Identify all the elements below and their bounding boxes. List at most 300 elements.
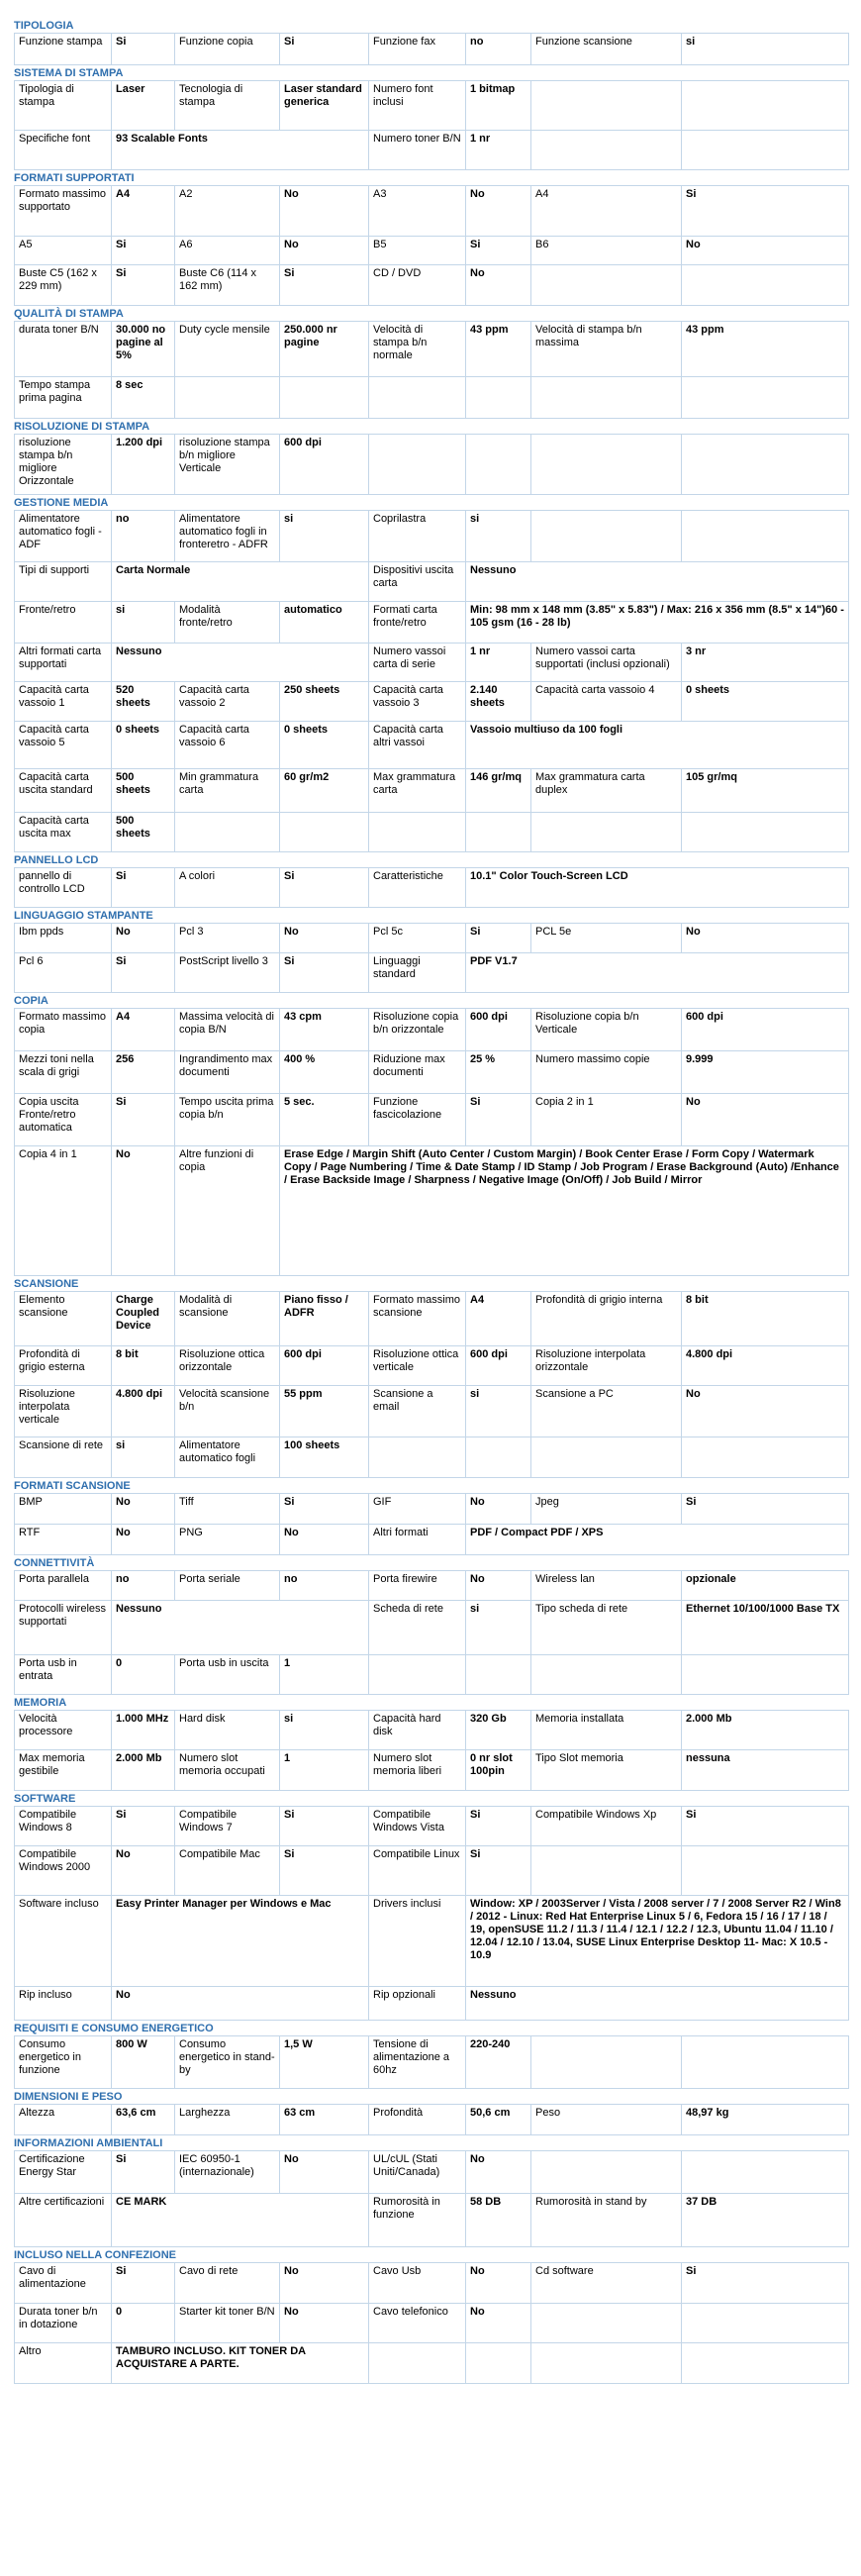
spec-table	[14, 1493, 849, 1555]
table-row	[15, 1807, 849, 1846]
spec-label: risoluzione stampa b/n migliore Orizzontale	[15, 435, 112, 495]
spec-label: Risoluzione ottica verticale	[369, 1346, 466, 1386]
spec-value	[682, 813, 849, 852]
spec-value: 1 nr	[466, 644, 531, 682]
spec-value: Si	[682, 1807, 849, 1846]
spec-value: No	[466, 1571, 531, 1601]
spec-table	[14, 1570, 849, 1695]
spec-value: Si	[466, 237, 531, 265]
spec-value: Si	[466, 1846, 531, 1896]
spec-label: IEC 60950-1 (internazionale)	[175, 2151, 280, 2194]
spec-label: A2	[175, 186, 280, 237]
spec-value	[682, 2036, 849, 2089]
spec-label	[175, 377, 280, 419]
spec-value: Si	[112, 1807, 175, 1846]
spec-value: Si	[280, 868, 369, 908]
spec-label	[369, 2343, 466, 2384]
spec-label: Larghezza	[175, 2105, 280, 2135]
spec-value: No	[466, 1494, 531, 1525]
spec-value: Si	[112, 868, 175, 908]
spec-label: Tecnologia di stampa	[175, 81, 280, 131]
spec-value: No	[682, 1094, 849, 1146]
spec-label: Tipi di supporti	[15, 562, 112, 602]
section-title: RISOLUZIONE DI STAMPA	[14, 421, 150, 433]
spec-table	[14, 1008, 849, 1276]
spec-value: 1,5 W	[280, 2036, 369, 2089]
spec-value: Window: XP / 2003Server / Vista / 2008 server / 7 / 2008 Server R2 / Win8 / 2012 - Linux: Red Hat Enterprise Linux 5 / 6, Fedora 15 / 16 / 17 / 18 / 19, openSUSE 11.2 / 11.3 / 11.4 / 12.1 / 12.2 / 12.3, Ubuntu 11.04 / 11.10 / 12.04 / 12.10 / 13.04, SUSE Linux Enterprise Desktop 11- Mac: X 10.5 - 10.9	[466, 1896, 849, 1987]
spec-value: 0 sheets	[682, 682, 849, 722]
spec-label: Capacità carta vassoio 4	[531, 682, 682, 722]
spec-value	[682, 2304, 849, 2343]
spec-value: 8 bit	[682, 1292, 849, 1346]
spec-value: si	[112, 1437, 175, 1478]
table-row	[15, 953, 849, 993]
spec-value: Si	[466, 1807, 531, 1846]
spec-value: 500 sheets	[112, 813, 175, 852]
spec-value: PDF / Compact PDF / XPS	[466, 1525, 849, 1555]
spec-value: 600 dpi	[280, 435, 369, 495]
spec-label: Tipo scheda di rete	[531, 1601, 682, 1655]
spec-label: RTF	[15, 1525, 112, 1555]
table-row	[15, 322, 849, 377]
table-row	[15, 1094, 849, 1146]
spec-value: Si	[112, 2263, 175, 2304]
spec-table	[14, 923, 849, 993]
spec-label: Peso	[531, 2105, 682, 2135]
spec-label: Memoria installata	[531, 1711, 682, 1750]
spec-label: Porta usb in uscita	[175, 1655, 280, 1695]
table-row	[15, 2151, 849, 2194]
spec-label: Cd software	[531, 2263, 682, 2304]
spec-label: Specifiche font	[15, 131, 112, 170]
spec-value: TAMBURO INCLUSO. KIT TONER DA ACQUISTARE A PARTE.	[112, 2343, 369, 2384]
spec-table	[14, 867, 849, 908]
spec-label: Numero font inclusi	[369, 81, 466, 131]
spec-label: Altre certificazioni	[15, 2194, 112, 2247]
spec-label: Max memoria gestibile	[15, 1750, 112, 1791]
spec-label: Risoluzione copia b/n orizzontale	[369, 1009, 466, 1051]
spec-label: Copia 4 in 1	[15, 1146, 112, 1276]
spec-value	[466, 435, 531, 495]
spec-value: Vassoio multiuso da 100 fogli	[466, 722, 849, 769]
spec-label: Cavo Usb	[369, 2263, 466, 2304]
spec-value: Si	[112, 265, 175, 306]
spec-value: 37 DB	[682, 2194, 849, 2247]
spec-value: Si	[466, 1094, 531, 1146]
spec-value: Si	[280, 1846, 369, 1896]
spec-value: 256	[112, 1051, 175, 1094]
spec-value: Si	[280, 953, 369, 993]
table-row	[15, 2194, 849, 2247]
spec-value: No	[682, 924, 849, 953]
spec-label: Max grammatura carta	[369, 769, 466, 813]
spec-label: Rip opzionali	[369, 1987, 466, 2021]
spec-label: B6	[531, 237, 682, 265]
spec-label: Capacità hard disk	[369, 1711, 466, 1750]
spec-label: A3	[369, 186, 466, 237]
spec-value: 600 dpi	[466, 1346, 531, 1386]
spec-label: Protocolli wireless supportati	[15, 1601, 112, 1655]
table-row	[15, 2343, 849, 2384]
spec-value: Laser standard generica	[280, 81, 369, 131]
spec-value: 63,6 cm	[112, 2105, 175, 2135]
spec-value	[682, 2151, 849, 2194]
spec-table	[14, 1710, 849, 1791]
spec-label: Drivers inclusi	[369, 1896, 466, 1987]
spec-label: Max grammatura carta duplex	[531, 769, 682, 813]
spec-table	[14, 185, 849, 306]
table-row	[15, 186, 849, 237]
spec-label	[531, 2343, 682, 2384]
spec-label: Pcl 6	[15, 953, 112, 993]
spec-label: Tiff	[175, 1494, 280, 1525]
spec-value: 800 W	[112, 2036, 175, 2089]
spec-label	[531, 265, 682, 306]
spec-label: GIF	[369, 1494, 466, 1525]
spec-label: Software incluso	[15, 1896, 112, 1987]
spec-value: No	[682, 237, 849, 265]
spec-label: Altri formati	[369, 1525, 466, 1555]
spec-value: 100 sheets	[280, 1437, 369, 1478]
spec-value: 4.800 dpi	[682, 1346, 849, 1386]
spec-value: si	[682, 34, 849, 65]
spec-label	[531, 435, 682, 495]
spec-value: no	[466, 34, 531, 65]
spec-label: Copia 2 in 1	[531, 1094, 682, 1146]
table-row	[15, 1750, 849, 1791]
section-title: SOFTWARE	[14, 1793, 76, 1805]
spec-label: Scansione a email	[369, 1386, 466, 1437]
spec-value: No	[112, 1987, 369, 2021]
spec-value: 1 nr	[466, 131, 531, 170]
spec-label: Cavo di rete	[175, 2263, 280, 2304]
spec-value: 43 ppm	[682, 322, 849, 377]
spec-value: si	[466, 1386, 531, 1437]
table-row	[15, 722, 849, 769]
section-title: SCANSIONE	[14, 1278, 79, 1290]
spec-value: No	[280, 237, 369, 265]
spec-label: Tipo Slot memoria	[531, 1750, 682, 1791]
spec-label: Risoluzione interpolata orizzontale	[531, 1346, 682, 1386]
spec-label: Profondità di grigio interna	[531, 1292, 682, 1346]
spec-value	[466, 813, 531, 852]
spec-value: Si	[112, 953, 175, 993]
spec-label: Scansione a PC	[531, 1386, 682, 1437]
spec-value: 1	[280, 1750, 369, 1791]
spec-label	[531, 1655, 682, 1695]
spec-label: B5	[369, 237, 466, 265]
spec-label	[531, 813, 682, 852]
spec-label: Pcl 3	[175, 924, 280, 953]
spec-value: 60 gr/m2	[280, 769, 369, 813]
table-row	[15, 81, 849, 131]
spec-value: Si	[280, 1807, 369, 1846]
spec-value: 2.140 sheets	[466, 682, 531, 722]
spec-value: 10.1" Color Touch-Screen LCD	[466, 868, 849, 908]
spec-label: Tempo uscita prima copia b/n	[175, 1094, 280, 1146]
spec-value: Charge Coupled Device	[112, 1292, 175, 1346]
spec-label: Capacità carta vassoio 1	[15, 682, 112, 722]
spec-value: 1	[280, 1655, 369, 1695]
spec-label: PNG	[175, 1525, 280, 1555]
table-row	[15, 1987, 849, 2021]
spec-value	[682, 81, 849, 131]
spec-value: si	[280, 1711, 369, 1750]
table-row	[15, 644, 849, 682]
spec-label	[531, 2304, 682, 2343]
table-row	[15, 2105, 849, 2135]
spec-value: 250 sheets	[280, 682, 369, 722]
section-title: GESTIONE MEDIA	[14, 497, 109, 509]
spec-label: Capacità carta uscita standard	[15, 769, 112, 813]
spec-value: Si	[280, 1494, 369, 1525]
table-row	[15, 1525, 849, 1555]
spec-label: Risoluzione ottica orizzontale	[175, 1346, 280, 1386]
spec-label: Consumo energetico in funzione	[15, 2036, 112, 2089]
spec-value	[682, 131, 849, 170]
spec-value: si	[112, 602, 175, 644]
spec-label: Altri formati carta supportati	[15, 644, 112, 682]
spec-value: 1.200 dpi	[112, 435, 175, 495]
spec-value: Erase Edge / Margin Shift (Auto Center / Custom Margin) / Book Center Erase / Form Copy / Watermark Copy / Page Numbering / Time & Date Stamp / ID Stamp / Job Program / Erase Background (Auto) /Enhance / Erase Backside Image / Sharpness / Negative Image (On/Off) / Job Build / Mirror	[280, 1146, 849, 1276]
table-row	[15, 924, 849, 953]
spec-value: automatico	[280, 602, 369, 644]
spec-label	[531, 511, 682, 562]
spec-value: A4	[466, 1292, 531, 1346]
spec-label: Tensione di alimentazione a 60hz	[369, 2036, 466, 2089]
table-row	[15, 511, 849, 562]
spec-label: Dispositivi uscita carta	[369, 562, 466, 602]
spec-value: No	[112, 1494, 175, 1525]
spec-table	[14, 1291, 849, 1478]
table-row	[15, 1571, 849, 1601]
table-row	[15, 131, 849, 170]
spec-value: Nessuno	[112, 644, 369, 682]
table-row	[15, 2036, 849, 2089]
spec-value: 320 Gb	[466, 1711, 531, 1750]
spec-value: Min: 98 mm x 148 mm (3.85" x 5.83") / Max: 216 x 356 mm (8.5" x 14")60 - 105 gsm (16 - 28 lb)	[466, 602, 849, 644]
spec-label: Caratteristiche	[369, 868, 466, 908]
spec-label: Porta seriale	[175, 1571, 280, 1601]
spec-label: Massima velocità di copia B/N	[175, 1009, 280, 1051]
spec-value: No	[466, 2151, 531, 2194]
spec-table	[14, 2262, 849, 2384]
spec-value: No	[682, 1386, 849, 1437]
spec-value: 400 %	[280, 1051, 369, 1094]
spec-value: Si	[280, 265, 369, 306]
table-row	[15, 1437, 849, 1478]
spec-label: Velocità processore	[15, 1711, 112, 1750]
spec-value: Easy Printer Manager per Windows e Mac	[112, 1896, 369, 1987]
spec-value: no	[280, 1571, 369, 1601]
spec-value: No	[112, 924, 175, 953]
spec-label: Scheda di rete	[369, 1601, 466, 1655]
spec-label: Numero slot memoria liberi	[369, 1750, 466, 1791]
spec-label: Risoluzione copia b/n Verticale	[531, 1009, 682, 1051]
spec-label: Ingrandimento max documenti	[175, 1051, 280, 1094]
spec-label: Scansione di rete	[15, 1437, 112, 1478]
spec-value: 30.000 no pagine al 5%	[112, 322, 175, 377]
spec-label: Rip incluso	[15, 1987, 112, 2021]
spec-label: A4	[531, 186, 682, 237]
spec-value: 600 dpi	[682, 1009, 849, 1051]
section-title: MEMORIA	[14, 1697, 67, 1709]
spec-value: No	[280, 2304, 369, 2343]
spec-value: No	[280, 186, 369, 237]
spec-value: 1.000 MHz	[112, 1711, 175, 1750]
spec-label: Compatibile Windows Vista	[369, 1807, 466, 1846]
spec-table	[14, 80, 849, 170]
spec-value: 0 sheets	[112, 722, 175, 769]
spec-label: Copia uscita Fronte/retro automatica	[15, 1094, 112, 1146]
spec-label: Fronte/retro	[15, 602, 112, 644]
spec-label: Compatibile Windows Xp	[531, 1807, 682, 1846]
spec-value: 43 cpm	[280, 1009, 369, 1051]
spec-label: Compatibile Windows 7	[175, 1807, 280, 1846]
table-row	[15, 1051, 849, 1094]
table-row	[15, 1896, 849, 1987]
spec-value: No	[112, 1146, 175, 1276]
table-row	[15, 1292, 849, 1346]
spec-label	[369, 377, 466, 419]
table-row	[15, 1711, 849, 1750]
spec-label: Modalità di scansione	[175, 1292, 280, 1346]
spec-label: Jpeg	[531, 1494, 682, 1525]
section-title: CONNETTIVITÀ	[14, 1557, 95, 1569]
spec-label: Altre funzioni di copia	[175, 1146, 280, 1276]
spec-label	[531, 131, 682, 170]
spec-table	[14, 1806, 849, 2021]
table-row	[15, 1346, 849, 1386]
spec-value: 50,6 cm	[466, 2105, 531, 2135]
spec-value: Carta Normale	[112, 562, 369, 602]
spec-label: Capacità carta uscita max	[15, 813, 112, 852]
spec-label: Capacità carta vassoio 6	[175, 722, 280, 769]
spec-label	[531, 2036, 682, 2089]
spec-label: Rumorosità in stand by	[531, 2194, 682, 2247]
spec-label	[369, 1437, 466, 1478]
spec-value: No	[466, 2263, 531, 2304]
spec-label: Compatibile Windows 8	[15, 1807, 112, 1846]
table-row	[15, 1494, 849, 1525]
spec-value: 600 dpi	[280, 1346, 369, 1386]
spec-table	[14, 33, 849, 65]
spec-value: A4	[112, 1009, 175, 1051]
spec-value: 9.999	[682, 1051, 849, 1094]
spec-label	[531, 1437, 682, 1478]
spec-label: Velocità di stampa b/n normale	[369, 322, 466, 377]
spec-label: Velocità di stampa b/n massima	[531, 322, 682, 377]
spec-value	[466, 2343, 531, 2384]
spec-label: risoluzione stampa b/n migliore Verticale	[175, 435, 280, 495]
spec-label: durata toner B/N	[15, 322, 112, 377]
spec-value: 0	[112, 1655, 175, 1695]
spec-label: Capacità carta vassoio 5	[15, 722, 112, 769]
spec-label: Formato massimo copia	[15, 1009, 112, 1051]
spec-label: Tipologia di stampa	[15, 81, 112, 131]
spec-table	[14, 2150, 849, 2247]
table-row	[15, 1386, 849, 1437]
table-row	[15, 1655, 849, 1695]
spec-label: pannello di controllo LCD	[15, 868, 112, 908]
table-row	[15, 682, 849, 722]
spec-value: 0 nr slot 100pin	[466, 1750, 531, 1791]
spec-value	[466, 377, 531, 419]
table-row	[15, 435, 849, 495]
spec-label: Porta firewire	[369, 1571, 466, 1601]
spec-label: Modalità fronte/retro	[175, 602, 280, 644]
spec-label: Compatibile Mac	[175, 1846, 280, 1896]
spec-value: 8 bit	[112, 1346, 175, 1386]
spec-label: Ibm ppds	[15, 924, 112, 953]
table-row	[15, 562, 849, 602]
spec-label: Wireless lan	[531, 1571, 682, 1601]
spec-label: Buste C5 (162 x 229 mm)	[15, 265, 112, 306]
spec-value: No	[466, 265, 531, 306]
section-title: LINGUAGGIO STAMPANTE	[14, 910, 153, 922]
spec-label: Rumorosità in funzione	[369, 2194, 466, 2247]
table-row	[15, 1601, 849, 1655]
spec-label: Cavo di alimentazione	[15, 2263, 112, 2304]
table-row	[15, 1846, 849, 1896]
table-row	[15, 769, 849, 813]
spec-label: Numero toner B/N	[369, 131, 466, 170]
spec-value: PDF V1.7	[466, 953, 849, 993]
spec-value: A4	[112, 186, 175, 237]
spec-value: Si	[280, 34, 369, 65]
spec-value: 8 sec	[112, 377, 175, 419]
spec-label: Compatibile Windows 2000	[15, 1846, 112, 1896]
spec-value: 250.000 nr pagine	[280, 322, 369, 377]
spec-label: Hard disk	[175, 1711, 280, 1750]
spec-value: CE MARK	[112, 2194, 369, 2247]
table-row	[15, 265, 849, 306]
spec-label: Numero vassoi carta supportati (inclusi opzionali)	[531, 644, 682, 682]
spec-label: Capacità carta altri vassoi	[369, 722, 466, 769]
spec-value: Si	[112, 237, 175, 265]
spec-value: 500 sheets	[112, 769, 175, 813]
spec-label: Velocità scansione b/n	[175, 1386, 280, 1437]
section-title: INFORMAZIONI AMBIENTALI	[14, 2137, 163, 2149]
spec-label: Altro	[15, 2343, 112, 2384]
table-row	[15, 2304, 849, 2343]
spec-label: A6	[175, 237, 280, 265]
section-title: FORMATI SUPPORTATI	[14, 172, 135, 184]
spec-label: Alimentatore automatico fogli in fronteretro - ADFR	[175, 511, 280, 562]
spec-value: 1 bitmap	[466, 81, 531, 131]
spec-value: 2.000 Mb	[682, 1711, 849, 1750]
spec-label	[369, 813, 466, 852]
spec-label: Profondità di grigio esterna	[15, 1346, 112, 1386]
spec-value: 5 sec.	[280, 1094, 369, 1146]
spec-value: Nessuno	[466, 562, 849, 602]
spec-label: Elemento scansione	[15, 1292, 112, 1346]
spec-label: Capacità carta vassoio 2	[175, 682, 280, 722]
spec-label: Porta parallela	[15, 1571, 112, 1601]
spec-value: Ethernet 10/100/1000 Base TX	[682, 1601, 849, 1655]
spec-value: 43 ppm	[466, 322, 531, 377]
spec-label: Capacità carta vassoio 3	[369, 682, 466, 722]
spec-value: si	[280, 511, 369, 562]
spec-label: Formato massimo scansione	[369, 1292, 466, 1346]
spec-table	[14, 434, 849, 495]
table-row	[15, 237, 849, 265]
spec-value: Laser	[112, 81, 175, 131]
spec-label	[531, 81, 682, 131]
spec-label: Pcl 5c	[369, 924, 466, 953]
spec-label: Alimentatore automatico fogli - ADF	[15, 511, 112, 562]
spec-label: Funzione scansione	[531, 34, 682, 65]
